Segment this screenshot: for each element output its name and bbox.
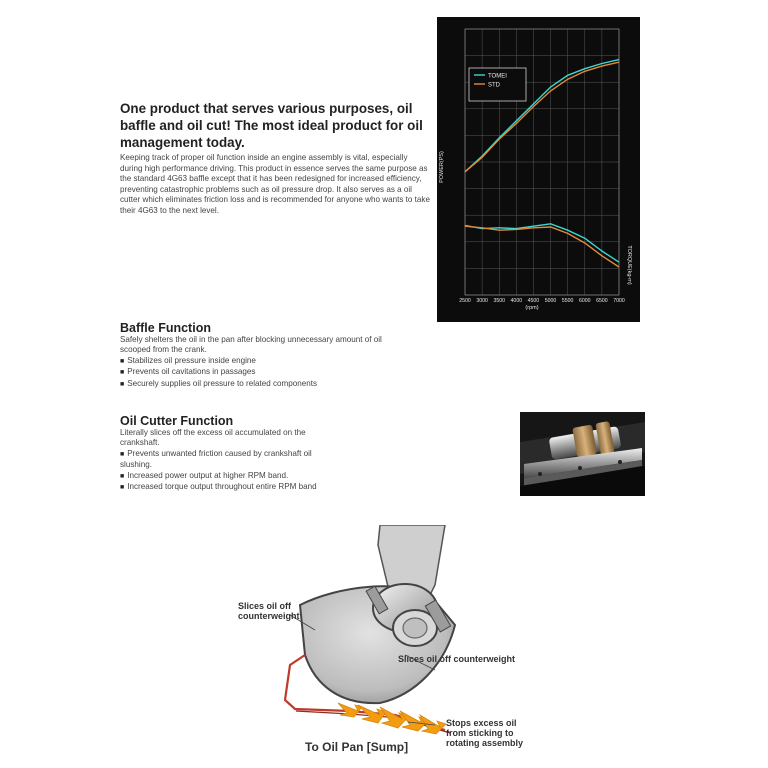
dyno-chart [437, 17, 640, 322]
x-tick-label: 5500 [561, 298, 574, 304]
list-item [120, 379, 400, 390]
cutter-item-text: Increased torque output throughout entire RPM band [127, 482, 317, 492]
x-tick-labels [459, 298, 625, 304]
oil-cutter-function-title: Oil Cutter Function [120, 414, 234, 428]
label-stops-oil-2: from sticking to [446, 728, 514, 738]
y-axis-label-torque: TORQUE(kg-m) [626, 245, 632, 285]
cutter-item-text: Prevents unwanted friction caused by crankshaft oil slushing. [120, 448, 312, 470]
label-stops-oil-3: rotating assembly [446, 738, 524, 748]
dyno-chart-svg [437, 17, 640, 322]
label-slices-oil-off-counterweight: Slices oil off counterweight [398, 654, 516, 664]
oil-cutter-description: Literally slices off the excess oil accumulated on the crankshaft. [120, 428, 306, 448]
baffle-item-text: Stabilizes oil pressure inside engine [127, 355, 256, 365]
intro-heading: One product that serves various purposes, oil baffle and oil cut! The most ideal product for oil management today. [120, 101, 423, 150]
cutter-item-text: Increased power output at higher RPM band. [127, 470, 289, 480]
x-tick-label: 6000 [579, 298, 591, 304]
x-axis-label: (rpm) [525, 305, 539, 311]
baffle-function-description: Safely shelters the oil in the pan after blocking unnecessary amount of oil scooped from the crank. [120, 335, 382, 355]
label-stops-oil-1: Stops excess oil [446, 718, 517, 728]
bullet-icon: ■ [120, 484, 125, 492]
x-tick-label: 7000 [613, 298, 625, 304]
series-line-tomei-torque [465, 224, 619, 262]
list-item [120, 356, 400, 367]
x-tick-label: 2500 [459, 298, 471, 304]
x-tick-label: 6500 [596, 298, 608, 304]
label-slices-oil-off: Slices oil off [238, 601, 292, 611]
oil-cut-diagram-drawing [230, 525, 550, 760]
crank-journal-bore [403, 618, 427, 638]
baffle-function-title: Baffle Function [120, 321, 211, 335]
list-item [120, 449, 340, 471]
baffle-item-text: Prevents oil cavitations in passages [127, 367, 256, 377]
baffle-item-text: Securely supplies oil pressure to related components [127, 378, 318, 388]
oil-cut-diagram [230, 525, 550, 760]
bullet-icon: ■ [120, 357, 125, 365]
y-axis-label-power: POWER(PS) [439, 151, 445, 183]
x-tick-label: 4500 [527, 298, 540, 304]
oil-cutter-function-section [120, 414, 340, 493]
x-tick-label: 3500 [493, 298, 505, 304]
list-item [120, 471, 340, 482]
label-counterweight: counterweight [238, 611, 300, 621]
engine-baffle-photo [520, 412, 645, 496]
oil-arrow [380, 707, 408, 728]
legend-label-std: STD [488, 82, 500, 89]
list-item [120, 367, 400, 378]
bullet-icon: ■ [120, 369, 125, 377]
x-tick-label: 5000 [544, 298, 557, 304]
legend-label-tomei: TOMEI [488, 73, 507, 80]
baffle-function-section [120, 321, 400, 390]
list-item [120, 482, 340, 493]
engine-baffle-photo-drawing [520, 412, 645, 496]
label-to-oil-pan: To Oil Pan [Sump] [305, 740, 409, 754]
oil-flow-arrows [338, 703, 446, 734]
bullet-icon: ■ [120, 450, 125, 458]
bullet-icon: ■ [120, 380, 125, 388]
x-tick-label: 4000 [510, 298, 523, 304]
intro-body: Keeping track of proper oil function inside an engine assembly is vital, especially during high performance driving. This product in essence serves the same purpose as the standard 4G63 baffle except that it has been redesigned for increased efficiency, preventing catastrophic problems such as oil pressure drop. It also serves as a oil cutter which eliminates friction loss and is recommended for anyone who wants to take their 4G63 to the next level. [120, 153, 430, 215]
intro-block [120, 100, 430, 217]
chart-legend [469, 68, 526, 101]
bullet-icon: ■ [120, 472, 125, 480]
x-tick-label: 3000 [476, 298, 488, 304]
